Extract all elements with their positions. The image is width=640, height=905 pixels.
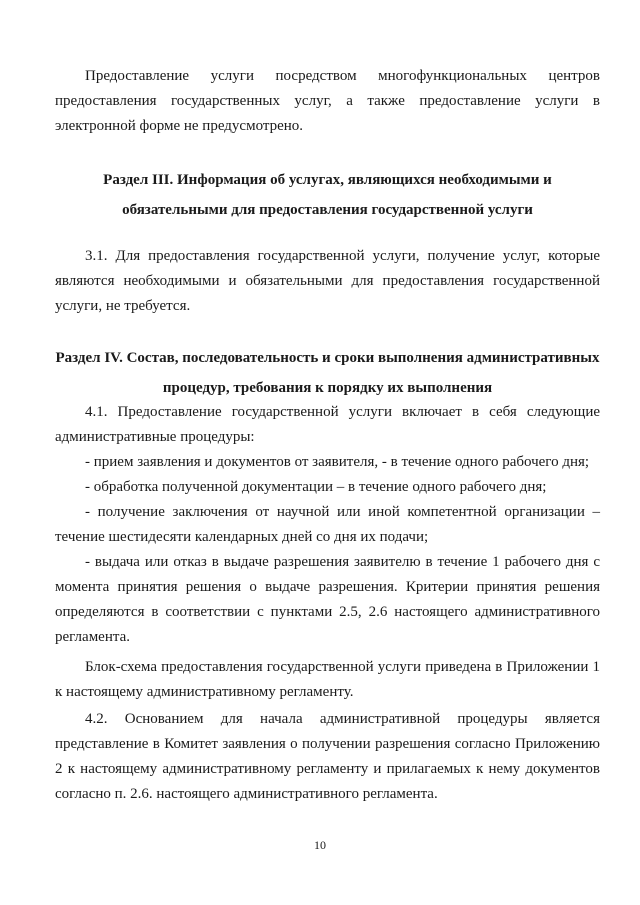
procedure-item-4: - выдача или отказ в выдаче разрешения заявителю в течение 1 рабочего дня с момента принятия решения о выдаче разрешения. Критерии принятия решения определяются в соответствии с пунктами 2.5, 2.6 настоящего административного регламента. [55,554,600,645]
intro-paragraph: Предоставление услуги посредством многофункциональных центров предоставления государственных услуг, а также предоставление услуги в электронной форме не предусмотрено. [55,68,600,134]
section-4-heading: Раздел IV. Состав, последовательность и сроки выполнения административных процедур, требования к порядку их выполнения [55,350,600,396]
procedure-item-3: - получение заключения от научной или иной компетентной организации – течение шестидесяти календарных дней со дня их подачи; [55,504,600,545]
section-3-heading: Раздел III. Информация об услугах, являющихся необходимыми и обязательными для предоставления государственной услуги [103,172,552,218]
procedure-item-1: - прием заявления и документов от заявителя, - в течение одного рабочего дня; [85,454,590,470]
paragraph-4-2: 4.2. Основанием для начала административной процедуры является представление в Комитет заявления о получении разрешения согласно Приложению 2 к настоящему административному регламенту и прилагаемых к нему документов согласно п. 2.6. настоящего административного регламента. [55,711,600,802]
paragraph-3-1: 3.1. Для предоставления государственной услуги, получение услуг, которые являются необходимыми и обязательными для предоставления государственной услуги, не требуется. [55,248,600,314]
page-number: 10 [314,838,326,852]
paragraph-4-1: 4.1. Предоставление государственной услуги включает в себя следующие административные процедуры: [55,404,600,445]
block-scheme-paragraph: Блок-схема предоставления государственной услуги приведена в Приложении 1 к настоящему административному регламенту. [55,659,600,700]
procedure-item-2: - обработка полученной документации – в течение одного рабочего дня; [85,479,547,495]
